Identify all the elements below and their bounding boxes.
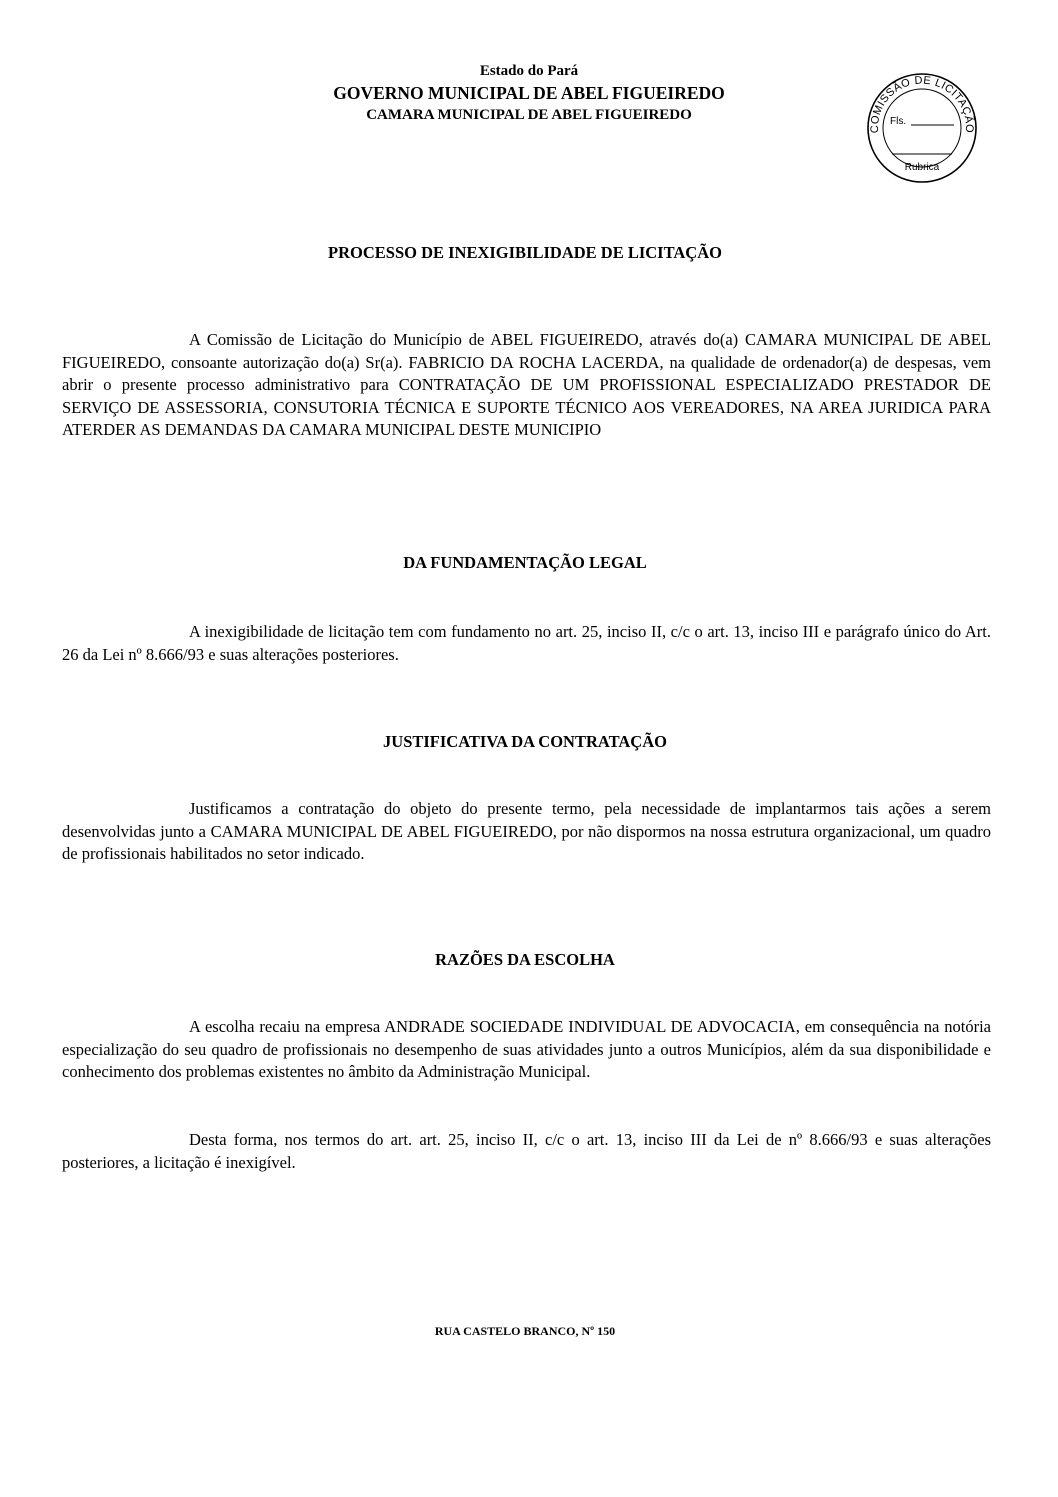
state-name: Estado do Pará xyxy=(479,63,579,79)
justification-heading: JUSTIFICATIVA DA CONTRATAÇÃO xyxy=(383,732,667,751)
intro-paragraph: A Comissão de Licitação do Município de ABEL FIGUEIREDO, através do(a) CAMARA MUNICIPAL DE ABEL FIGUEIREDO, consoante autorização do(a) Sr(a). FABRICIO DA ROCHA LACERDA, na qualidade de ordenador(a) de despesas, vem abrir o presente processo administrativo para CONTRATAÇÃO DE UM PROFISSIONAL ESPECIALIZADO PRESTADOR DE SERVIÇO DE ASSESSORIA, CONSUTORIA TÉCNICA E SUPORTE TÉCNICO AOS VEREADORES, NA AREA JURIDICA PARA ATERDER AS DEMANDAS DA CAMARA MUNICIPAL DESTE MUNICIPIO xyxy=(62,330,991,439)
footer-address: RUA CASTELO BRANCO, Nº 150 xyxy=(434,1324,616,1338)
legal-basis-paragraph: A inexigibilidade de licitação tem com fundamento no art. 25, inciso II, c/c o art. 13, inciso III e parágrafo único do Art. 26 da Lei nº 8.666/93 e suas alterações posteriores. xyxy=(62,622,991,664)
commission-stamp-icon xyxy=(866,72,978,184)
government-name: GOVERNO MUNICIPAL DE ABEL FIGUEIREDO xyxy=(333,83,725,103)
reasons-paragraph-2: Desta forma, nos termos do art. art. 25, inciso II, c/c o art. 13, inciso III da Lei de nº 8.666/93 e suas alterações posteriores, a licitação é inexigível. xyxy=(62,1130,991,1172)
reasons-heading: RAZÕES DA ESCOLHA xyxy=(435,950,615,969)
legal-basis-heading: DA FUNDAMENTAÇÃO LEGAL xyxy=(403,553,647,572)
stamp-ring-text: COMISSÃO DE LICITAÇÃO xyxy=(868,74,976,134)
chamber-name: CAMARA MUNICIPAL DE ABEL FIGUEIREDO xyxy=(366,107,692,123)
stamp-fls-label: Fls. xyxy=(890,116,907,127)
justification-paragraph: Justificamos a contratação do objeto do presente termo, pela necessidade de implantarmos tais ações a serem desenvolvidas junto a CAMARA MUNICIPAL DE ABEL FIGUEIREDO, por não dispormos na nossa estrutura organizacional, um quadro de profissionais habilitados no setor indicado. xyxy=(62,799,991,863)
document-title: PROCESSO DE INEXIGIBILIDADE DE LICITAÇÃO xyxy=(328,243,722,262)
reasons-paragraph-1: A escolha recaiu na empresa ANDRADE SOCIEDADE INDIVIDUAL DE ADVOCACIA, em consequência na notória especialização do seu quadro de profissionais no desempenho de suas atividades junto a outros Municípios, além da sua disponibilidade e conhecimento dos problemas existentes no âmbito da Administração Municipal. xyxy=(62,1017,991,1081)
stamp-rubrica-label: Rubrica xyxy=(904,162,940,173)
